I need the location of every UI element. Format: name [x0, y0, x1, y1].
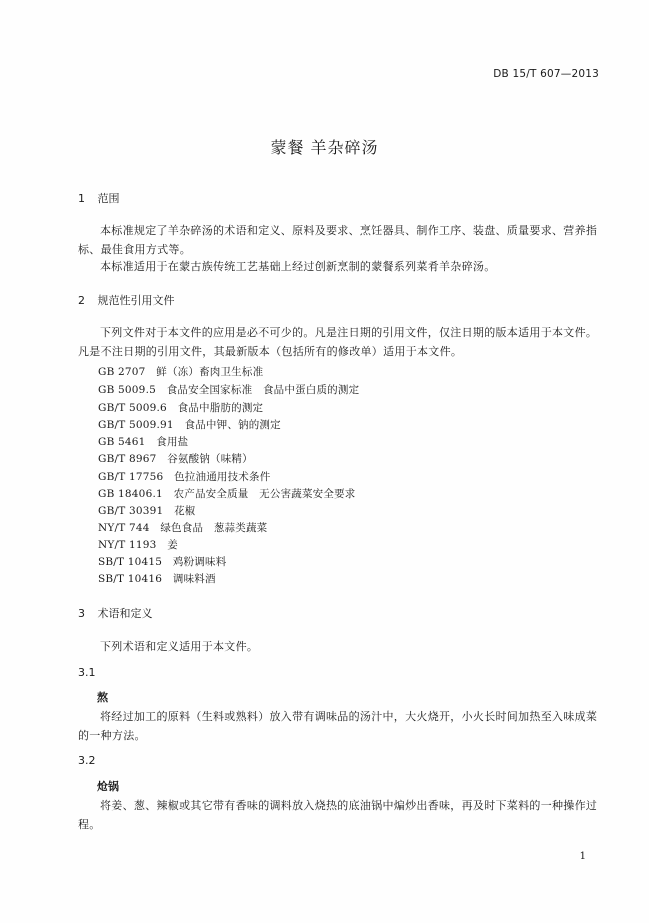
reference-code: NY/T 1193: [98, 539, 157, 551]
reference-title: 调味料酒: [172, 573, 216, 585]
section-1-heading: [78, 190, 120, 206]
definition-text: 将姜、葱、辣椒或其它带有香味的调料放入烧热的底油锅中煸炒出香味，再及时下菜料的一种操作过程。: [78, 799, 598, 831]
reference-code: GB/T 30391: [98, 505, 164, 517]
paragraph-text: 本标准规定了羊杂碎汤的术语和定义、原料及要求、烹饪器具、制作工序、装盘、质量要求、营养指标、最佳食用方式等。: [78, 224, 598, 256]
paragraph-text: 本标准适用于在蒙古族传统工艺基础上经过创新烹制的蒙餐系列菜肴羊杂碎汤。: [100, 260, 496, 273]
reference-title: 鸡粉调味料: [172, 556, 227, 568]
reference-item: [98, 451, 253, 466]
reference-item: [98, 554, 226, 569]
section-1-paragraph-1: [78, 222, 605, 259]
term-definition: [78, 797, 605, 834]
section-number: 3: [78, 607, 85, 620]
reference-title: 绿色食品 葱蒜类蔬菜: [160, 522, 268, 534]
section-2-intro: [78, 324, 605, 361]
reference-title: 色拉油通用技术条件: [174, 471, 271, 483]
reference-item: [98, 537, 178, 552]
section-2-heading: [78, 292, 175, 308]
reference-code: GB/T 5009.91: [98, 419, 174, 431]
section-number: 1: [78, 192, 85, 205]
section-3-heading: [78, 605, 153, 621]
section-title: 术语和定义: [97, 607, 153, 620]
term-name: 炝锅: [97, 780, 119, 793]
reference-title: 食用盐: [156, 436, 189, 448]
reference-item: [98, 571, 216, 586]
term-definition: [78, 708, 605, 745]
reference-code: GB 5461: [98, 436, 146, 448]
reference-code: GB 5009.5: [98, 384, 156, 396]
reference-item: [98, 364, 263, 379]
reference-item: [98, 400, 263, 415]
reference-title: 食品安全国家标准 食品中蛋白质的测定: [166, 384, 360, 396]
reference-code: NY/T 744: [98, 522, 150, 534]
reference-item: [98, 382, 359, 397]
reference-title: 食品中脂肪的测定: [177, 402, 264, 414]
clause-number: 3.2: [78, 754, 96, 767]
reference-title: 食品中钾、钠的测定: [184, 419, 281, 431]
reference-item: [98, 503, 196, 518]
section-number: 2: [78, 294, 85, 307]
term-name: 熬: [97, 691, 108, 704]
reference-item: [98, 469, 270, 484]
reference-code: SB/T 10416: [98, 573, 163, 585]
reference-code: GB 2707: [98, 366, 146, 378]
section-title: 范围: [97, 192, 120, 205]
clause-number: 3.1: [78, 666, 96, 679]
reference-title: 姜: [167, 539, 178, 551]
section-3-intro: [78, 638, 605, 657]
definition-text: 将经过加工的原料（生料或熟料）放入带有调味品的汤汁中，大火烧开，小火长时间加热至入味成菜的一种方法。: [78, 710, 598, 742]
reference-item: [98, 434, 188, 449]
reference-code: SB/T 10415: [98, 556, 163, 568]
reference-code: GB 18406.1: [98, 488, 163, 500]
reference-code: GB/T 5009.6: [98, 402, 167, 414]
reference-title: 鲜（冻）畜肉卫生标准: [156, 366, 264, 378]
section-title: 规范性引用文件: [97, 294, 175, 307]
reference-item: [98, 486, 355, 501]
reference-title: 谷氨酸钠（味精）: [167, 453, 253, 465]
reference-item: [98, 520, 267, 535]
reference-code: GB/T 17756: [98, 471, 164, 483]
reference-code: GB/T 8967: [98, 453, 157, 465]
document-code: DB 15/T 607—2013: [493, 68, 599, 80]
paragraph-text: 下列文件对于本文件的应用是必不可少的。凡是注日期的引用文件，仅注日期的版本适用于本文件。凡是不注日期的引用文件，其最新版本（包括所有的修改单）适用于本文件。: [78, 326, 598, 358]
document-title: 蒙餐 羊杂碎汤: [270, 138, 379, 157]
reference-item: [98, 417, 281, 432]
reference-title: 农产品安全质量 无公害蔬菜安全要求: [173, 488, 356, 500]
reference-title: 花椒: [174, 505, 196, 517]
section-1-paragraph-2: [78, 258, 605, 277]
paragraph-text: 下列术语和定义适用于本文件。: [100, 640, 259, 653]
page-number: 1: [579, 851, 586, 862]
